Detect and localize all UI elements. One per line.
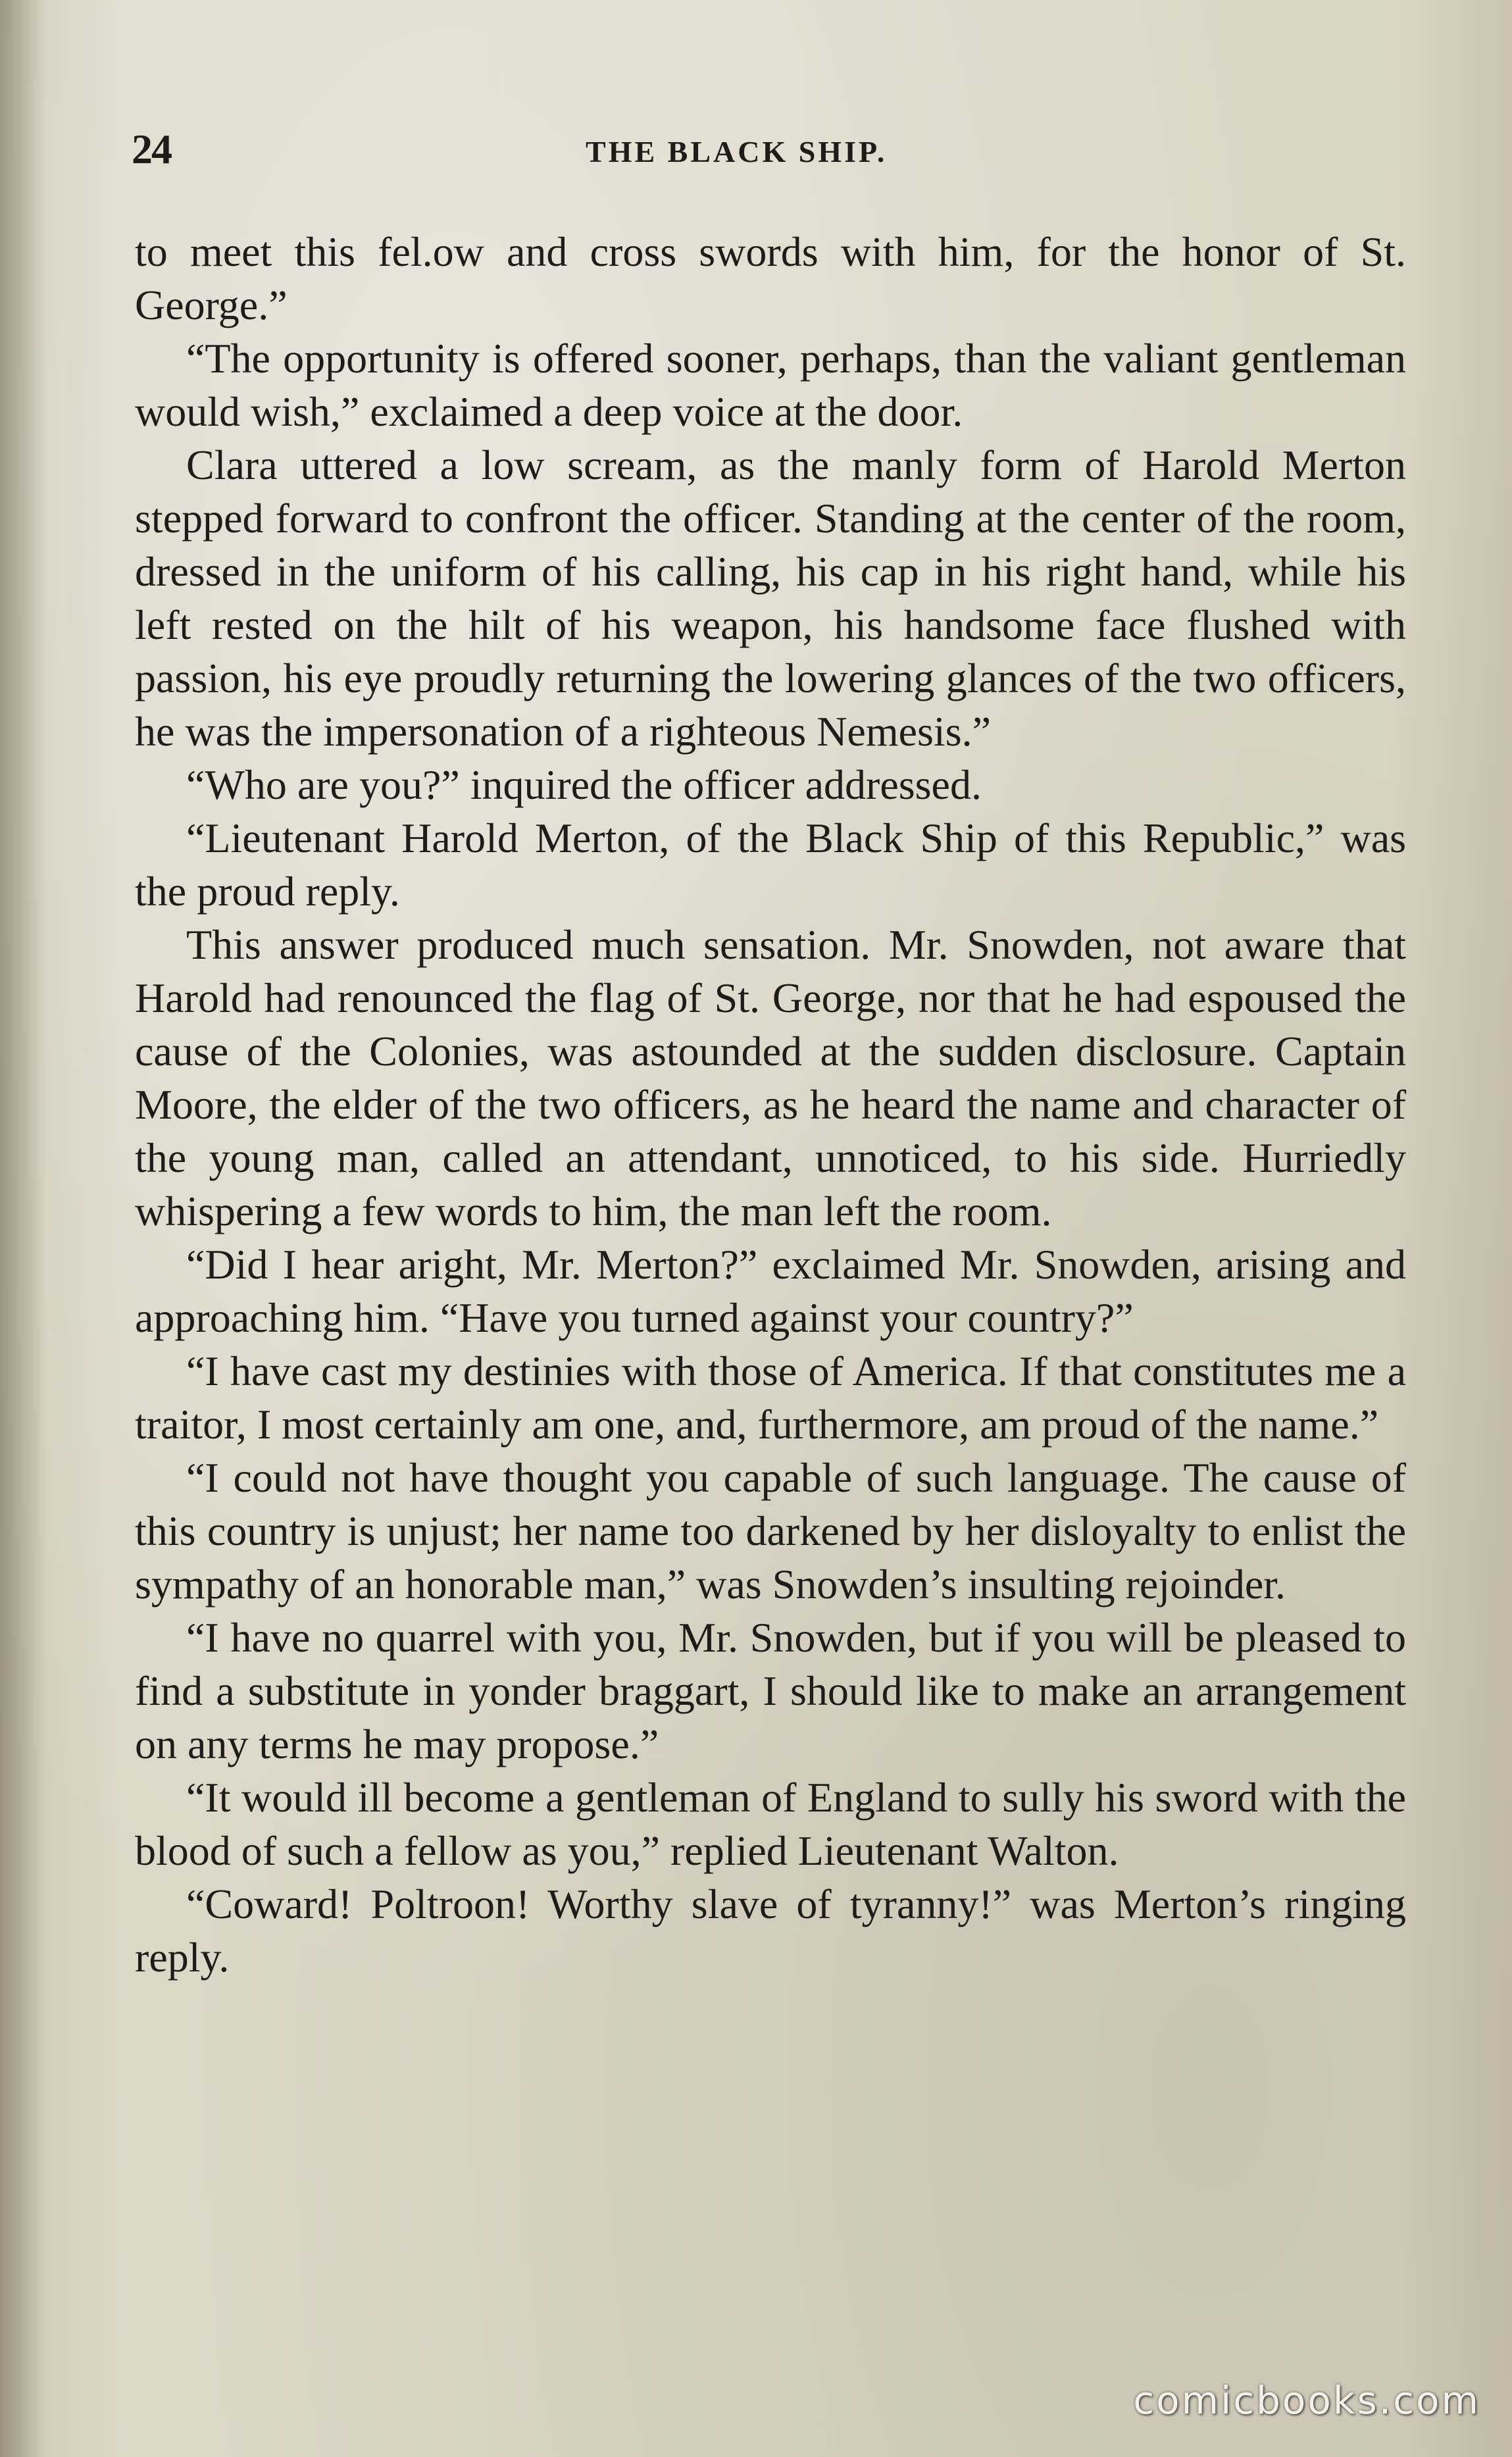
paragraph-8: “I have cast my destinies with those of America. If that constitutes me a traitor, I most certainly am one, and, furthermore, am proud of the name.” (135, 1348, 1406, 1448)
paragraph-10: “I have no quarrel with you, Mr. Snowden, but if you will be pleased to find a substitute in yonder braggart, I should like to make an arrangement on any terms he may propose.” (135, 1614, 1406, 1767)
paragraph-11: “It would ill become a gentleman of England to sully his sword with the blood of such a fellow as you,” replied Lieutenant Walton. (135, 1774, 1406, 1874)
paragraph-2: “The opportunity is offered sooner, perhaps, than the valiant gentleman would wish,” exclaimed a deep voice at the door. (135, 335, 1406, 435)
paragraph-12: “Coward! Poltroon! Worthy slave of tyranny!” was Merton’s ringing reply. (135, 1881, 1406, 1981)
page-header (132, 125, 1401, 184)
page-gutter-shadow (0, 0, 46, 2457)
paragraph-3: Clara uttered a low scream, as the manly form of Harold Merton stepped forward to confront the officer. Standing at the center of the room, dressed in the uniform of his calling, his cap in his right hand, while his left rested on the hilt of his weapon, his handsome face flushed with passion, his eye proudly returning the lowering glances of the two officers, he was the impersonation of a righteous Nemesis.” (135, 442, 1406, 755)
paragraph-9: “I could not have thought you capable of such language. The cause of this country is unjust; her name too darkened by her disloyalty to enlist the sympathy of an honorable man,” was Snowden’s insulting rejoinder. (135, 1454, 1406, 1608)
running-title: THE BLACK SHIP. (586, 135, 888, 168)
paragraph-7: “Did I hear aright, Mr. Merton?” exclaimed Mr. Snowden, arising and approaching him. “Have you turned against your country?” (135, 1241, 1406, 1341)
paragraph-1: to meet this fel.ow and cross swords with him, for the honor of St. George.” (135, 228, 1406, 328)
page-number: 24 (132, 126, 171, 172)
site-watermark: comicbooks.com (1133, 2378, 1480, 2423)
paragraph-4: “Who are you?” inquired the officer addressed. (186, 761, 982, 808)
paragraph-6: This answer produced much sensation. Mr. Snowden, not aware that Harold had renounced the flag of St. George, nor that he had espoused the cause of the Colonies, was astounded at the sudden disclosure. Captain Moore, the elder of the two officers, as he heard the name and character of the young man, called an attendant, unnoticed, to his side. Hurriedly whispering a few words to him, the man left the room. (135, 921, 1406, 1234)
body-text (135, 225, 1406, 1984)
paragraph-5: “Lieutenant Harold Merton, of the Black Ship of this Republic,” was the proud reply. (135, 815, 1406, 915)
